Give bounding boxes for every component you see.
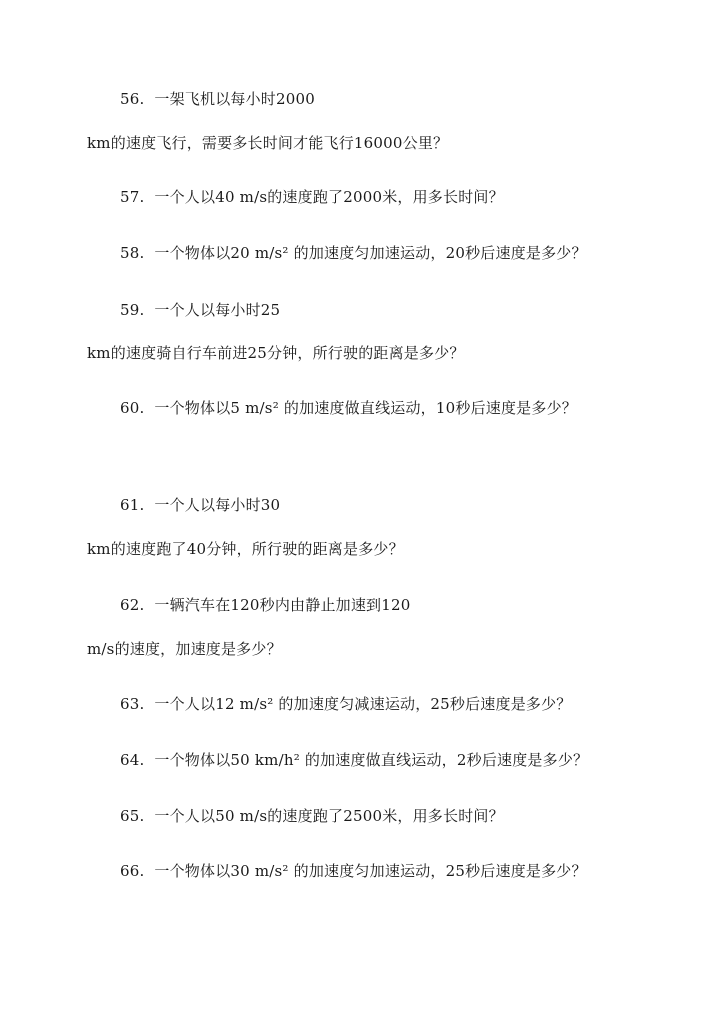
question-text: 一个人以40 m/s的速度跑了2000米，用多长时间？ (154, 188, 504, 206)
question-number: 56. (120, 90, 145, 108)
question-text: 一个物体以30 m/s² 的加速度匀加速运动，25秒后速度是多少？ (154, 862, 587, 880)
question-text: 一个人以每小时25 (154, 301, 281, 319)
question-number: 65. (120, 807, 145, 825)
question-number: 61. (120, 496, 145, 514)
question-text: 一个人以50 m/s的速度跑了2500米，用多长时间？ (154, 807, 504, 825)
question-number: 66. (120, 862, 145, 880)
question-text: 一个物体以5 m/s² 的加速度做直线运动，10秒后速度是多少？ (154, 399, 577, 417)
question-61-line1 (120, 495, 280, 515)
question-text: 一架飞机以每小时2000 (154, 90, 315, 108)
question-64 (120, 750, 588, 770)
question-number: 59. (120, 301, 145, 319)
question-number: 64. (120, 751, 145, 769)
question-text: 一个人以12 m/s² 的加速度匀减速运动，25秒后速度是多少？ (154, 695, 572, 713)
question-58 (120, 243, 587, 263)
question-number: 63. (120, 695, 145, 713)
question-57 (120, 187, 504, 207)
question-59-line1 (120, 300, 280, 320)
question-65 (120, 806, 504, 826)
question-61-line2: km的速度跑了40分钟，所行驶的距离是多少？ (87, 540, 404, 558)
question-number: 58. (120, 244, 145, 262)
question-56-line1 (120, 89, 315, 109)
question-text: 一个物体以20 m/s² 的加速度匀加速运动，20秒后速度是多少？ (154, 244, 587, 262)
question-text: 一个人以每小时30 (154, 496, 281, 514)
question-text: 一个物体以50 km/h² 的加速度做直线运动，2秒后速度是多少？ (154, 751, 589, 769)
question-56-line2: km的速度飞行，需要多长时间才能飞行16000公里？ (87, 134, 449, 152)
question-number: 62. (120, 596, 145, 614)
question-59-line2: km的速度骑自行车前进25分钟，所行驶的距离是多少？ (87, 344, 465, 362)
question-62-line1 (120, 595, 410, 615)
question-62-line2: m/s的速度，加速度是多少？ (87, 640, 282, 658)
question-text: 一辆汽车在120秒内由静止加速到120 (154, 596, 411, 614)
question-66 (120, 861, 587, 881)
question-63 (120, 694, 572, 714)
question-number: 57. (120, 188, 145, 206)
question-60 (120, 398, 577, 418)
question-number: 60. (120, 399, 145, 417)
